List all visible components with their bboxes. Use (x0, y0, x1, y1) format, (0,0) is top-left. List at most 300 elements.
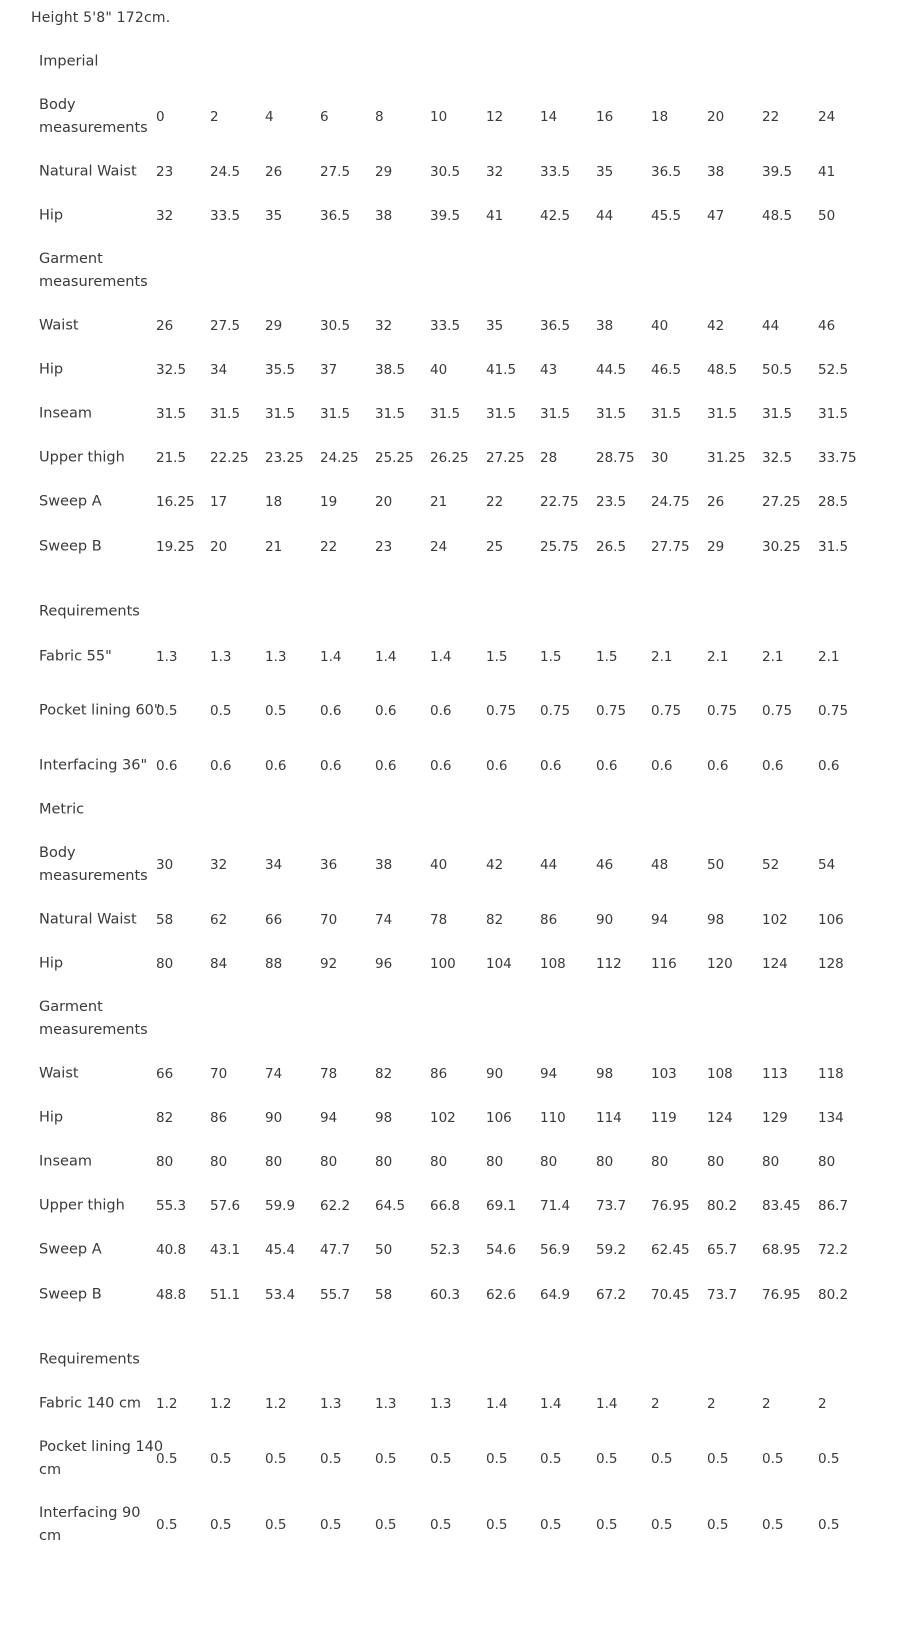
table-cell: 31.5 (430, 406, 461, 422)
table-row (0, 303, 866, 349)
table-cell: 2.1 (707, 649, 729, 665)
table-cell: 0.5 (762, 1451, 784, 1467)
table-cell: 36.5 (651, 164, 682, 180)
table-cell: 0.5 (818, 1451, 840, 1467)
table-cell: 24 (430, 539, 448, 555)
table-cell: 1.4 (320, 649, 342, 665)
table-cell: 62 (210, 912, 228, 928)
table-cell: 17 (210, 494, 228, 510)
table-cell: 62.45 (651, 1242, 690, 1258)
table-row (0, 897, 866, 943)
table-cell: 29 (707, 539, 725, 555)
table-cell: 129 (762, 1110, 788, 1126)
height-note: Height 5'8" 172cm. (31, 10, 171, 26)
table-cell: 44 (540, 857, 558, 873)
table-cell: 0.5 (430, 1517, 452, 1533)
table-cell: 50 (818, 208, 836, 224)
section-heading-requirements (0, 589, 866, 635)
table-row (0, 1436, 866, 1482)
row-label: Waist (39, 1065, 79, 1082)
table-cell: 52.5 (818, 362, 849, 378)
table-cell: 1.4 (596, 1396, 618, 1412)
row-label: Hip (39, 1109, 64, 1126)
table-cell: 41 (486, 208, 504, 224)
table-cell: 80 (596, 1154, 614, 1170)
table-cell: 0.5 (320, 1517, 342, 1533)
table-cell: 41.5 (486, 362, 517, 378)
table-cell: 33.5 (210, 208, 241, 224)
table-cell: 74 (265, 1066, 283, 1082)
table-cell: 32 (486, 164, 504, 180)
table-cell: 31.25 (707, 450, 746, 466)
table-row (0, 248, 866, 294)
table-cell: 1.2 (156, 1396, 178, 1412)
table-cell: 32.5 (762, 450, 793, 466)
table-cell: 80 (375, 1154, 393, 1170)
table-cell: 80.2 (707, 1198, 738, 1214)
table-cell: 84 (210, 956, 228, 972)
table-cell: 20 (707, 109, 725, 125)
table-cell: 1.3 (210, 649, 232, 665)
section-heading-requirements (0, 1337, 866, 1383)
table-cell: 1.5 (486, 649, 508, 665)
table-cell: 16.25 (156, 494, 195, 510)
table-cell: 1.4 (430, 649, 452, 665)
table-cell: 80 (486, 1154, 504, 1170)
table-cell: 86.7 (818, 1198, 849, 1214)
table-cell: 24.5 (210, 164, 241, 180)
table-row (0, 634, 866, 680)
table-cell: 1.5 (540, 649, 562, 665)
table-cell: 1.4 (375, 649, 397, 665)
table-cell: 106 (486, 1110, 512, 1126)
table-cell: 80 (210, 1154, 228, 1170)
table-cell: 68.95 (762, 1242, 801, 1258)
table-cell: 38 (375, 857, 393, 873)
table-cell: 2.1 (762, 649, 784, 665)
table-cell: 0.5 (651, 1517, 673, 1533)
table-cell: 46.5 (651, 362, 682, 378)
table-cell: 58 (375, 1287, 393, 1303)
table-cell: 110 (540, 1110, 566, 1126)
row-label: Fabric 55" (39, 648, 112, 665)
row-label: Garment measurements (39, 999, 148, 1038)
table-cell: 34 (210, 362, 228, 378)
table-row (0, 996, 866, 1042)
table-cell: 47 (707, 208, 725, 224)
table-cell: 0.6 (320, 703, 342, 719)
table-cell: 80 (265, 1154, 283, 1170)
table-cell: 80 (156, 956, 174, 972)
section-title: Imperial (39, 53, 99, 70)
table-cell: 58 (156, 912, 174, 928)
table-cell: 24.75 (651, 494, 690, 510)
table-cell: 80.2 (818, 1287, 849, 1303)
table-cell: 48 (651, 857, 669, 873)
table-cell: 30.5 (430, 164, 461, 180)
table-cell: 27.75 (651, 539, 690, 555)
table-cell: 102 (430, 1110, 456, 1126)
table-cell: 39.5 (762, 164, 793, 180)
table-cell: 80 (430, 1154, 448, 1170)
table-cell: 80 (762, 1154, 780, 1170)
table-row (0, 1227, 866, 1273)
table-cell: 44 (596, 208, 614, 224)
table-row (0, 743, 866, 789)
table-row (0, 842, 866, 888)
table-cell: 66.8 (430, 1198, 461, 1214)
table-cell: 78 (430, 912, 448, 928)
table-cell: 119 (651, 1110, 677, 1126)
table-cell: 94 (651, 912, 669, 928)
table-cell: 94 (320, 1110, 338, 1126)
table-cell: 124 (707, 1110, 733, 1126)
table-cell: 26.5 (596, 539, 627, 555)
table-cell: 120 (707, 956, 733, 972)
table-cell: 80 (540, 1154, 558, 1170)
table-cell: 65.7 (707, 1242, 738, 1258)
row-label: Body measurements (39, 97, 148, 136)
table-cell: 76.95 (651, 1198, 690, 1214)
table-cell: 0.5 (156, 703, 178, 719)
table-cell: 0.5 (818, 1517, 840, 1533)
table-cell: 44.5 (596, 362, 627, 378)
table-cell: 128 (818, 956, 844, 972)
row-label: Pocket lining 140 cm (39, 1439, 164, 1478)
table-cell: 80 (651, 1154, 669, 1170)
table-row (0, 1095, 866, 1141)
table-cell: 27.25 (486, 450, 525, 466)
table-cell: 2.1 (818, 649, 840, 665)
table-cell: 50 (375, 1242, 393, 1258)
section-title: Requirements (39, 603, 140, 620)
table-cell: 0.75 (762, 703, 793, 719)
table-cell: 40 (430, 362, 448, 378)
table-row (0, 1381, 866, 1427)
table-cell: 0.6 (596, 758, 618, 774)
table-cell: 38.5 (375, 362, 406, 378)
table-cell: 26.25 (430, 450, 469, 466)
table-cell: 48.5 (707, 362, 738, 378)
table-cell: 20 (210, 539, 228, 555)
table-cell: 42.5 (540, 208, 571, 224)
table-cell: 70.45 (651, 1287, 690, 1303)
table-cell: 0.5 (596, 1451, 618, 1467)
table-cell: 47.7 (320, 1242, 351, 1258)
table-cell: 27.5 (320, 164, 351, 180)
table-cell: 44 (762, 318, 780, 334)
table-cell: 25 (486, 539, 504, 555)
table-cell: 54.6 (486, 1242, 517, 1258)
table-cell: 31.5 (375, 406, 406, 422)
row-label: Hip (39, 955, 64, 972)
table-cell: 25.75 (540, 539, 579, 555)
row-label: Sweep B (39, 538, 102, 555)
table-cell: 28.5 (818, 494, 849, 510)
row-label: Sweep A (39, 1241, 102, 1258)
table-cell: 0.5 (596, 1517, 618, 1533)
table-cell: 0.6 (707, 758, 729, 774)
table-cell: 113 (762, 1066, 788, 1082)
table-cell: 19 (320, 494, 338, 510)
table-row (0, 524, 866, 570)
table-row (0, 1502, 866, 1548)
table-cell: 80 (320, 1154, 338, 1170)
table-cell: 27.25 (762, 494, 801, 510)
row-label: Upper thigh (39, 1197, 125, 1214)
section-heading-metric (0, 787, 866, 833)
table-cell: 86 (430, 1066, 448, 1082)
table-cell: 69.1 (486, 1198, 517, 1214)
table-cell: 0.75 (651, 703, 682, 719)
table-cell: 25.25 (375, 450, 414, 466)
table-cell: 59.9 (265, 1198, 296, 1214)
table-cell: 27.5 (210, 318, 241, 334)
row-label: Pocket lining 60" (39, 702, 161, 719)
table-cell: 134 (818, 1110, 844, 1126)
section-title: Requirements (39, 1351, 140, 1368)
table-cell: 0.6 (651, 758, 673, 774)
table-cell: 80 (156, 1154, 174, 1170)
table-cell: 70 (210, 1066, 228, 1082)
row-label: Upper thigh (39, 449, 125, 466)
table-cell: 1.3 (156, 649, 178, 665)
table-cell: 46 (818, 318, 836, 334)
table-cell: 1.4 (486, 1396, 508, 1412)
table-cell: 29 (265, 318, 283, 334)
table-cell: 62.2 (320, 1198, 351, 1214)
table-cell: 38 (596, 318, 614, 334)
table-cell: 51.1 (210, 1287, 241, 1303)
table-cell: 82 (486, 912, 504, 928)
table-cell: 86 (210, 1110, 228, 1126)
table-cell: 48.8 (156, 1287, 187, 1303)
table-cell: 98 (596, 1066, 614, 1082)
table-cell: 0.75 (540, 703, 571, 719)
table-cell: 0.5 (486, 1451, 508, 1467)
table-cell: 1.2 (265, 1396, 287, 1412)
table-cell: 0.5 (265, 703, 287, 719)
table-row (0, 941, 866, 987)
table-cell: 40.8 (156, 1242, 187, 1258)
table-cell: 32 (375, 318, 393, 334)
table-cell: 23.5 (596, 494, 627, 510)
table-cell: 112 (596, 956, 622, 972)
table-cell: 22 (486, 494, 504, 510)
table-cell: 64.5 (375, 1198, 406, 1214)
table-cell: 35 (596, 164, 614, 180)
table-cell: 6 (320, 109, 329, 125)
table-cell: 31.5 (596, 406, 627, 422)
table-cell: 86 (540, 912, 558, 928)
table-cell: 22.75 (540, 494, 579, 510)
row-label: Body measurements (39, 845, 148, 884)
table-cell: 31.5 (818, 406, 849, 422)
table-cell: 36 (320, 857, 338, 873)
table-cell: 92 (320, 956, 338, 972)
table-cell: 1.3 (320, 1396, 342, 1412)
table-cell: 82 (156, 1110, 174, 1126)
row-label: Waist (39, 317, 79, 334)
table-cell: 0.5 (651, 1451, 673, 1467)
table-cell: 90 (486, 1066, 504, 1082)
table-cell: 20 (375, 494, 393, 510)
table-cell: 114 (596, 1110, 622, 1126)
table-cell: 0.5 (265, 1517, 287, 1533)
table-cell: 1.3 (430, 1396, 452, 1412)
table-cell: 0.75 (596, 703, 627, 719)
table-cell: 72.2 (818, 1242, 849, 1258)
table-cell: 12 (486, 109, 504, 125)
table-cell: 24 (818, 109, 836, 125)
table-cell: 50 (707, 857, 725, 873)
table-cell: 66 (265, 912, 283, 928)
section-heading-imperial (0, 39, 866, 85)
table-cell: 0.5 (210, 703, 232, 719)
row-label: Inseam (39, 405, 92, 422)
table-cell: 106 (818, 912, 844, 928)
table-cell: 26 (265, 164, 283, 180)
table-cell: 36.5 (320, 208, 351, 224)
table-cell: 108 (707, 1066, 733, 1082)
table-cell: 54 (818, 857, 836, 873)
table-cell: 102 (762, 912, 788, 928)
table-row (0, 193, 866, 239)
row-label: Fabric 140 cm (39, 1395, 142, 1412)
row-label: Garment measurements (39, 251, 148, 290)
table-cell: 116 (651, 956, 677, 972)
table-cell: 45.4 (265, 1242, 296, 1258)
table-cell: 0.5 (375, 1451, 397, 1467)
table-cell: 23 (375, 539, 393, 555)
table-cell: 0.75 (818, 703, 849, 719)
table-cell: 31.5 (651, 406, 682, 422)
table-cell: 76.95 (762, 1287, 801, 1303)
table-cell: 0.6 (375, 758, 397, 774)
table-cell: 0.5 (707, 1517, 729, 1533)
table-row (0, 391, 866, 437)
table-cell: 53.4 (265, 1287, 296, 1303)
table-cell: 31.5 (486, 406, 517, 422)
table-cell: 39.5 (430, 208, 461, 224)
table-cell: 22 (762, 109, 780, 125)
table-cell: 0.75 (707, 703, 738, 719)
table-cell: 2 (818, 1396, 827, 1412)
table-cell: 30 (156, 857, 174, 873)
table-cell: 31.5 (210, 406, 241, 422)
table-cell: 31.5 (265, 406, 296, 422)
table-cell: 73.7 (596, 1198, 627, 1214)
table-cell: 4 (265, 109, 274, 125)
table-cell: 31.5 (540, 406, 571, 422)
table-cell: 0.6 (430, 758, 452, 774)
table-cell: 32.5 (156, 362, 187, 378)
table-cell: 0.6 (210, 758, 232, 774)
table-cell: 0.6 (486, 758, 508, 774)
table-cell: 82 (375, 1066, 393, 1082)
table-cell: 43.1 (210, 1242, 241, 1258)
table-cell: 64.9 (540, 1287, 571, 1303)
table-cell: 83.45 (762, 1198, 801, 1214)
table-cell: 43 (540, 362, 558, 378)
table-cell: 71.4 (540, 1198, 571, 1214)
table-cell: 0.5 (762, 1517, 784, 1533)
table-cell: 34 (265, 857, 283, 873)
table-cell: 0.5 (707, 1451, 729, 1467)
table-cell: 100 (430, 956, 456, 972)
row-label: Hip (39, 361, 64, 378)
table-cell: 16 (596, 109, 614, 125)
table-cell: 19.25 (156, 539, 195, 555)
table-cell: 24.25 (320, 450, 359, 466)
table-cell: 31.5 (156, 406, 187, 422)
row-label: Interfacing 90 cm (39, 1505, 141, 1544)
table-cell: 124 (762, 956, 788, 972)
table-cell: 14 (540, 109, 558, 125)
table-cell: 18 (651, 109, 669, 125)
table-cell: 22.25 (210, 450, 249, 466)
table-cell: 29 (375, 164, 393, 180)
table-cell: 67.2 (596, 1287, 627, 1303)
table-cell: 0.6 (430, 703, 452, 719)
table-cell: 80 (818, 1154, 836, 1170)
table-cell: 90 (265, 1110, 283, 1126)
table-cell: 88 (265, 956, 283, 972)
table-cell: 2 (707, 1396, 716, 1412)
table-cell: 33.5 (430, 318, 461, 334)
table-cell: 26 (156, 318, 174, 334)
table-cell: 2.1 (651, 649, 673, 665)
table-cell: 1.3 (375, 1396, 397, 1412)
table-cell: 40 (430, 857, 448, 873)
table-cell: 32 (156, 208, 174, 224)
table-row (0, 435, 866, 481)
row-label: Natural Waist (39, 911, 137, 928)
table-cell: 73.7 (707, 1287, 738, 1303)
table-cell: 30.5 (320, 318, 351, 334)
table-cell: 38 (375, 208, 393, 224)
table-cell: 36.5 (540, 318, 571, 334)
table-cell: 30.25 (762, 539, 801, 555)
table-cell: 31.5 (818, 539, 849, 555)
table-cell: 94 (540, 1066, 558, 1082)
table-cell: 59.2 (596, 1242, 627, 1258)
table-cell: 35 (265, 208, 283, 224)
table-cell: 28.75 (596, 450, 635, 466)
table-cell: 66 (156, 1066, 174, 1082)
row-label: Interfacing 36" (39, 757, 148, 774)
table-cell: 31.5 (320, 406, 351, 422)
table-cell: 62.6 (486, 1287, 517, 1303)
table-cell: 22 (320, 539, 338, 555)
table-cell: 35.5 (265, 362, 296, 378)
table-cell: 60.3 (430, 1287, 461, 1303)
table-cell: 42 (486, 857, 504, 873)
table-cell: 28 (540, 450, 558, 466)
table-row (0, 1139, 866, 1185)
table-cell: 31.5 (762, 406, 793, 422)
row-label: Hip (39, 207, 64, 224)
table-cell: 0.6 (375, 703, 397, 719)
row-label: Sweep B (39, 1286, 102, 1303)
table-cell: 21 (430, 494, 448, 510)
table-cell: 42 (707, 318, 725, 334)
table-cell: 26 (707, 494, 725, 510)
table-cell: 41 (818, 164, 836, 180)
table-cell: 1.4 (540, 1396, 562, 1412)
table-cell: 0.5 (210, 1451, 232, 1467)
table-row (0, 1272, 866, 1318)
